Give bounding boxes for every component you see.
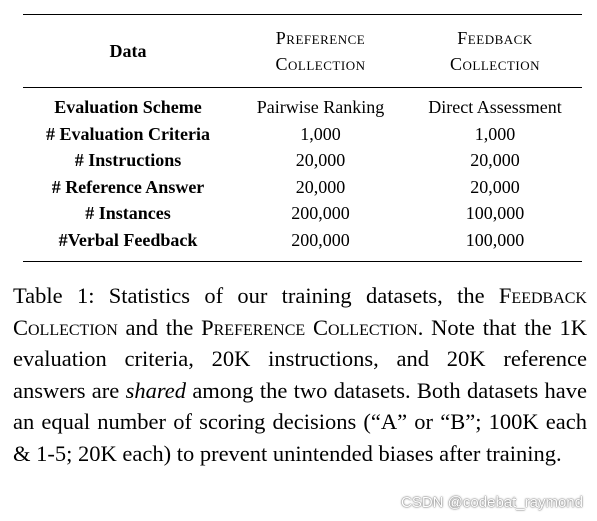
header-feedback-collection bbox=[408, 15, 582, 88]
preference-value: 200,000 bbox=[291, 203, 350, 223]
preference-value: 20,000 bbox=[295, 176, 346, 197]
header-feedback-line2: Collection bbox=[450, 54, 540, 74]
table-header-row bbox=[23, 15, 582, 88]
statistics-table bbox=[23, 14, 582, 262]
table-row bbox=[23, 200, 582, 227]
header-data: Data bbox=[109, 40, 147, 61]
caption-text-3: . Note that the 1K evaluation criteria, 20K instructions, and 20K reference answers are bbox=[13, 314, 587, 403]
header-preference-line2: Collection bbox=[275, 54, 366, 74]
table-row bbox=[23, 227, 582, 262]
caption-text-4: among the two datasets. Both datasets have an equal number of scoring decisions (“A” or “B”; 100K each & 1-5; 20K each) to prevent unintended biases after training. bbox=[13, 377, 587, 466]
watermark: CSDN @codebat_raymond bbox=[401, 494, 583, 511]
table-row bbox=[23, 88, 582, 121]
preference-value: 20,000 bbox=[295, 150, 346, 170]
table-caption bbox=[13, 280, 587, 469]
row-label: # Reference Answer bbox=[51, 176, 205, 197]
row-label: Evaluation Scheme bbox=[54, 97, 202, 117]
table-row bbox=[23, 147, 582, 174]
table-row bbox=[23, 121, 582, 148]
row-label: # Instances bbox=[85, 203, 171, 223]
header-preference-line1: Preference bbox=[275, 28, 366, 48]
feedback-value: 100,000 bbox=[465, 229, 525, 250]
preference-value: 200,000 bbox=[291, 229, 350, 250]
header-preference-collection bbox=[233, 15, 408, 88]
feedback-value: 1,000 bbox=[474, 123, 516, 144]
row-label: # Evaluation Criteria bbox=[46, 123, 210, 144]
statistics-table-container bbox=[23, 14, 582, 262]
caption-feedback-collection: Feedback Collection bbox=[13, 283, 587, 340]
feedback-value: Direct Assessment bbox=[428, 97, 562, 117]
row-label: # Instructions bbox=[74, 150, 182, 170]
caption-text-2: and the bbox=[117, 314, 202, 340]
caption-emphasis-shared: shared bbox=[125, 377, 186, 403]
preference-value: 1,000 bbox=[300, 123, 341, 144]
feedback-value: 20,000 bbox=[470, 150, 520, 170]
table-row bbox=[23, 174, 582, 201]
caption-text-1: Table 1: Statistics of our training datasets, the bbox=[13, 283, 499, 308]
feedback-value: 20,000 bbox=[470, 176, 520, 197]
row-label: #Verbal Feedback bbox=[58, 229, 198, 250]
preference-value: Pairwise Ranking bbox=[256, 97, 385, 117]
header-feedback-line1: Feedback bbox=[457, 28, 533, 48]
caption-preference-collection: Preference Collection bbox=[201, 314, 418, 340]
feedback-value: 100,000 bbox=[465, 203, 525, 223]
